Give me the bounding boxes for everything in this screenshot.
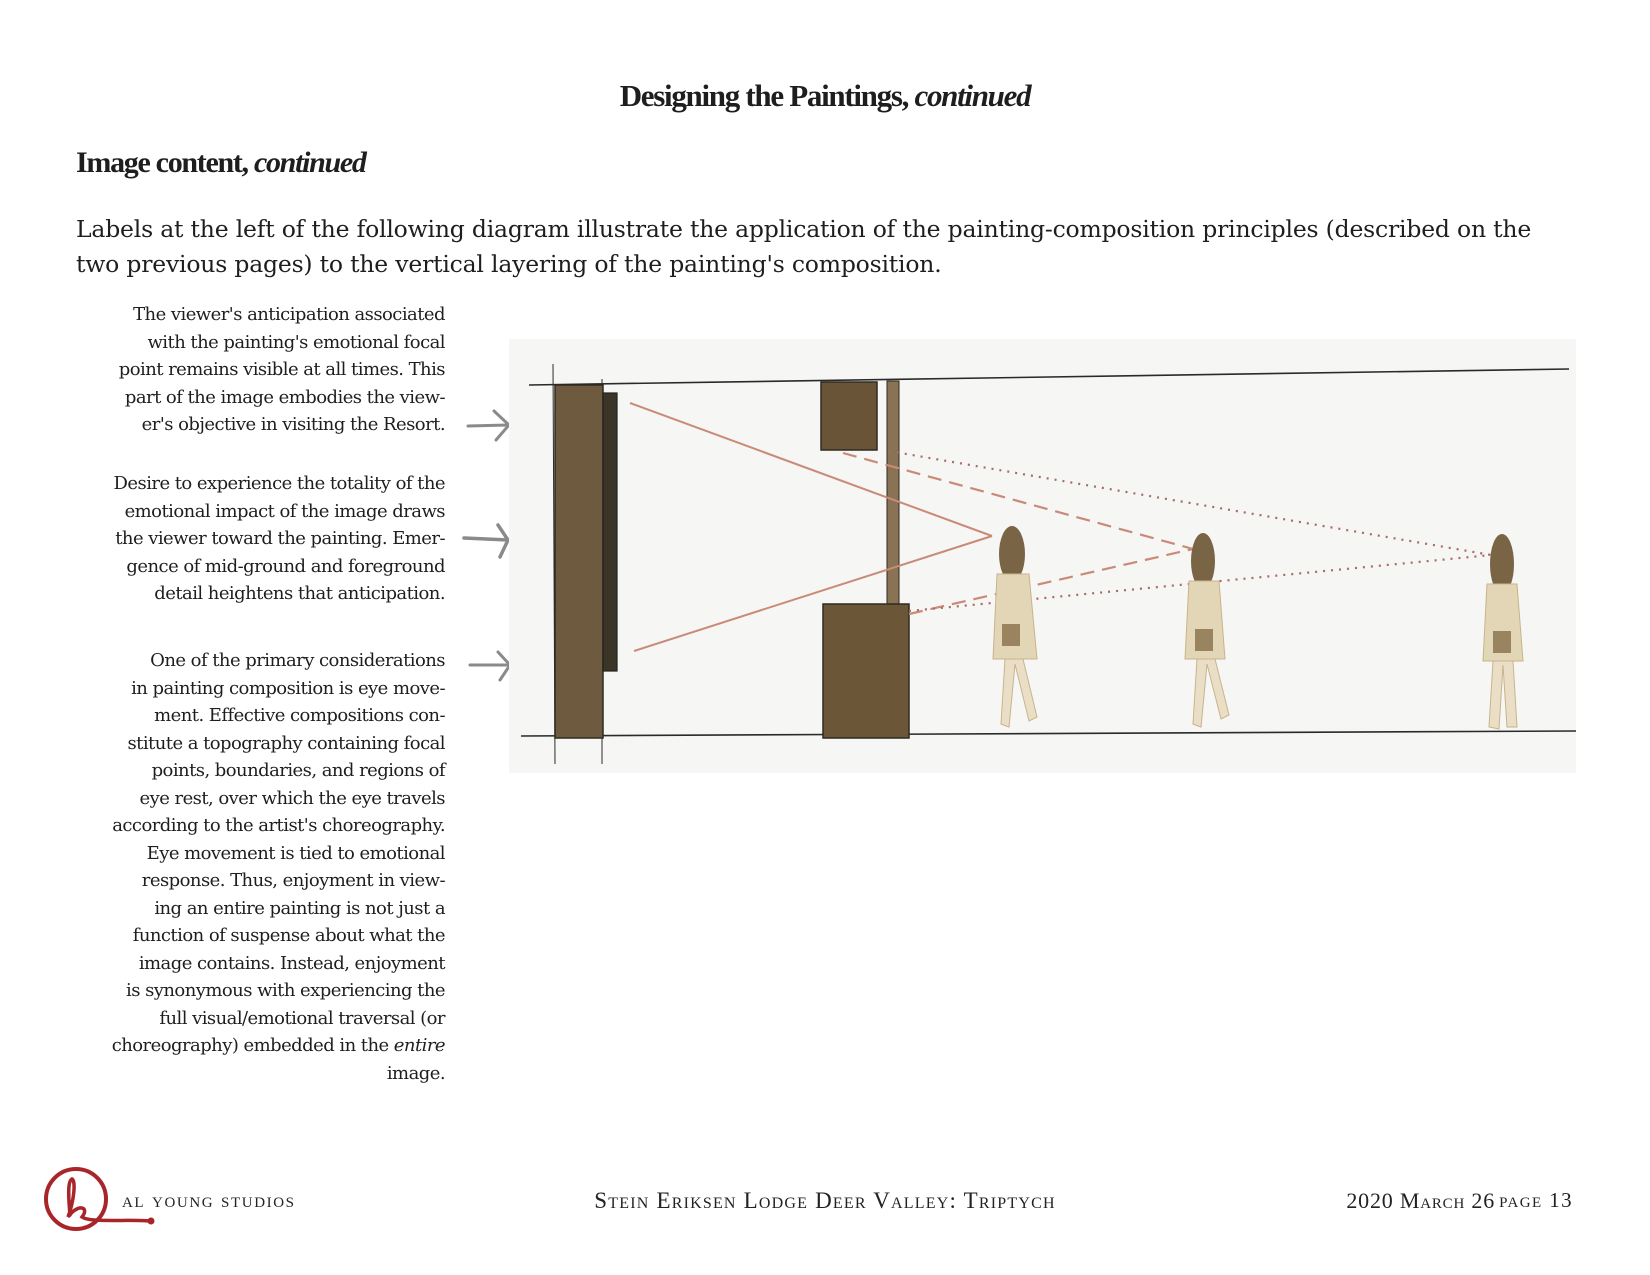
label-line: choreography) embedded in the entire (111, 1035, 445, 1056)
label-line: emotional impact of the image draws (124, 500, 445, 522)
page-title-text: Designing the Paintings, (619, 78, 909, 113)
label-line: eye rest, over which the eye travels (139, 787, 445, 809)
label-line: One of the primary considerations (150, 650, 445, 671)
label-focal-point (55, 301, 445, 439)
label-line: Eye movement is tied to emotional (146, 842, 445, 864)
label-line: point remains visible at all times. This (118, 359, 445, 380)
label-line: is synonymous with experiencing the (126, 980, 445, 1001)
viewer-figure-near (993, 526, 1037, 727)
arrow-right-icon (466, 405, 514, 445)
footer-date: 2020 March 26 (1346, 1188, 1495, 1213)
label-desire (55, 470, 445, 608)
footer-studio-name: al young studios (122, 1188, 296, 1212)
label-line: ing an entire painting is not just a (154, 897, 445, 919)
label-line: response. Thus, enjoyment in view- (141, 870, 445, 891)
label-line: Desire to experience the totality of the (113, 473, 445, 494)
label-line: in painting composition is eye move- (131, 677, 445, 699)
label-line: er's objective in visiting the Resort. (141, 414, 445, 435)
label-line: ment. Effective compositions con- (154, 705, 445, 726)
label-line: points, boundaries, and regions of (151, 760, 445, 781)
page-title (0, 78, 1650, 114)
footer-page-number: page 13 (1499, 1188, 1573, 1212)
intro-paragraph: Labels at the left of the following diagram illustrate the application of the painting-composition principles (described on the two previous pages) to the vertical layering of the painting's composition. (76, 215, 1532, 278)
label-line: with the painting's emotional focal (147, 331, 445, 353)
page-title-italic: continued (914, 78, 1031, 113)
label-line: the viewer toward the painting. Emer- (115, 528, 445, 549)
footer-project-title: Stein Eriksen Lodge Deer Valley: Triptych (594, 1188, 1056, 1213)
viewer-figure-far (1483, 534, 1523, 729)
label-line: detail heightens that anticipation. (154, 583, 445, 604)
section-title-italic: continued (253, 146, 366, 179)
composition-diagram (509, 339, 1576, 773)
label-line: gence of mid-ground and foreground (126, 555, 445, 577)
label-line: part of the image embodies the view- (124, 386, 445, 408)
label-line: The viewer's anticipation associated (133, 304, 445, 325)
label-line: image contains. Instead, enjoyment (138, 952, 445, 974)
arrow-right-icon (462, 520, 514, 562)
label-line: stitute a topography containing focal (127, 732, 445, 754)
label-line: function of suspense about what the (132, 925, 445, 946)
label-line: image. (386, 1062, 445, 1084)
label-line: according to the artist's choreography. (112, 815, 445, 836)
diagram-illustration (509, 339, 1576, 773)
label-eye-movement (55, 647, 445, 1087)
viewer-figure-middle (1185, 533, 1229, 727)
emphasis: entire (393, 1035, 445, 1056)
label-line: full visual/emotional traversal (or (159, 1007, 445, 1029)
section-title (76, 146, 366, 180)
section-title-text: Image content, (76, 146, 248, 179)
